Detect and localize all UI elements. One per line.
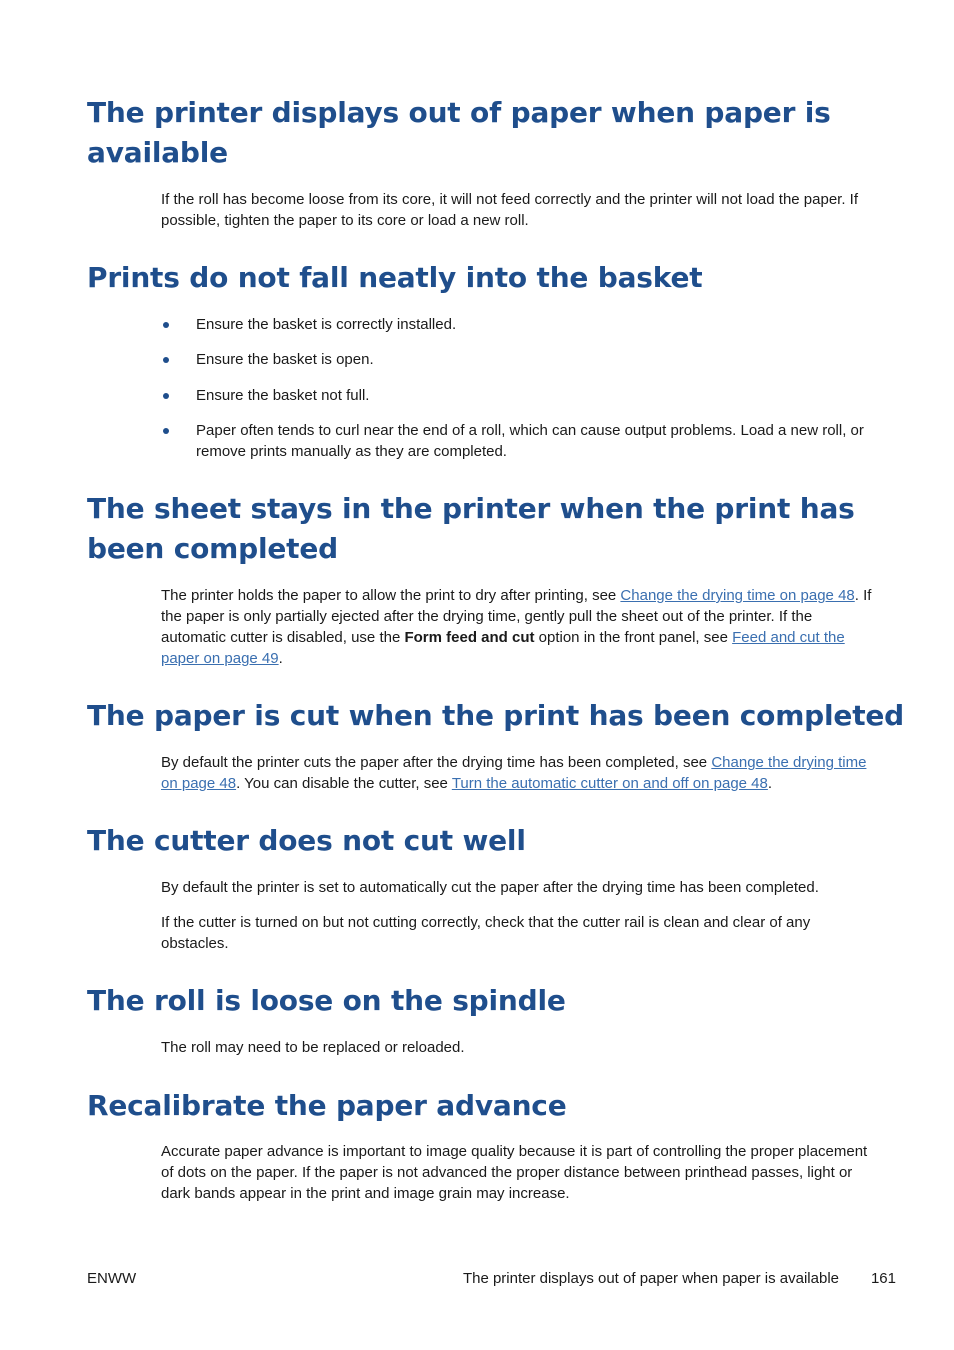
heading-paper-is-cut: The paper is cut when the print has been completed (87, 699, 905, 732)
bold-form-feed-and-cut: Form feed and cut (404, 629, 535, 646)
link-change-drying-time[interactable]: Change the drying time on page 48 (620, 587, 855, 604)
bullet-dot (163, 393, 169, 399)
heading-sheet-stays: The sheet stays in the printer when the print has been completed (87, 492, 855, 565)
paragraph-cutter-check: If the cutter is turned on but not cutting correctly, check that the cutter rail is clean and clear of any obstacles. (161, 914, 811, 952)
bullet-dot (163, 428, 169, 434)
heading-basket: Prints do not fall neatly into the basket (87, 261, 703, 294)
list-item-text: Ensure the basket is open. (196, 351, 374, 368)
text-run: option in the front panel, see (534, 629, 733, 646)
heading-out-of-paper: The printer displays out of paper when paper is available (87, 96, 831, 169)
heading-roll-loose: The roll is loose on the spindle (87, 984, 566, 1017)
list-item-text: Ensure the basket not full. (196, 387, 370, 404)
text-run: . If the paper is only partially ejected after the drying time, gently pull the sheet out of the printer. If the automatic cutter is disabled, use the (161, 587, 872, 646)
text-run: The printer holds the paper to allow the print to dry after printing, see (161, 587, 621, 604)
footer-title: The printer displays out of paper when paper is available (462, 1270, 839, 1287)
list-item-text: Ensure the basket is correctly installed. (196, 316, 457, 333)
heading-cutter-not-cut-well: The cutter does not cut well (87, 824, 526, 857)
text-run: . (278, 650, 283, 667)
paragraph-sheet-stays (161, 585, 881, 669)
paragraph-out-of-paper: If the roll has become loose from its core, it will not feed correctly and the printer will not load the paper. If possible, tighten the paper to its core or load a new roll. (161, 191, 859, 229)
link-feed-and-cut[interactable]: Feed and cut the paper on page 49 (161, 629, 845, 667)
heading-recalibrate: Recalibrate the paper advance (87, 1089, 567, 1122)
text-run: By default the printer cuts the paper after the drying time has been completed, see (161, 754, 712, 771)
paragraph-paper-is-cut (161, 752, 881, 794)
bullet-dot (163, 357, 169, 363)
text-run: . You can disable the cutter, see (236, 775, 452, 792)
page-number: 161 (870, 1270, 896, 1287)
text-run: . (767, 775, 773, 792)
link-turn-cutter-on-off[interactable]: Turn the automatic cutter on and off on page 48 (451, 775, 768, 792)
paragraph-recalibrate: Accurate paper advance is important to image quality because it is part of controlling the proper placement of dots on the paper. If the paper is not advanced the proper distance between printhead passes, light or dark bands appear in the print and image grain may increase. (161, 1143, 868, 1202)
footer-left-label: ENWW (87, 1270, 137, 1287)
bullet-dot (163, 322, 169, 328)
paragraph-roll-loose: The roll may need to be replaced or reloaded. (161, 1039, 465, 1056)
link-change-drying-time[interactable]: Change the drying time on page 48 (161, 754, 867, 792)
paragraph-cutter-default: By default the printer is set to automatically cut the paper after the drying time has been completed. (161, 879, 819, 896)
list-item-text: Paper often tends to curl near the end of a roll, which can cause output problems. Load a new roll, or remove prints manually as they are completed. (196, 422, 864, 460)
